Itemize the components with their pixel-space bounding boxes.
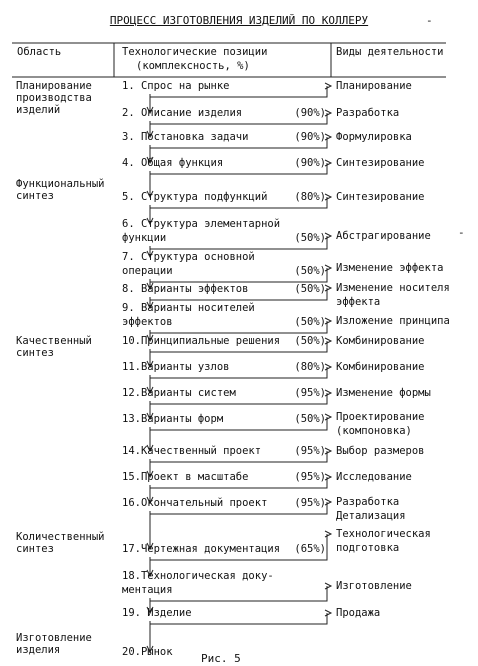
activity-label: Проектирование xyxy=(336,411,425,423)
step-label: 7. Структура основной xyxy=(122,251,255,263)
step-complexity: (95%) xyxy=(294,497,326,509)
column-header-positions: Технологические позиции xyxy=(122,46,268,58)
activity-label: Изготовление xyxy=(336,580,412,592)
column-header-area: Область xyxy=(17,46,62,58)
area-label: производства xyxy=(16,92,92,104)
activity-label: Изменение носителя xyxy=(336,282,450,294)
activity-label: Изменение эффекта xyxy=(336,262,444,274)
step-complexity: (50%) xyxy=(294,316,326,328)
step-complexity: (95%) xyxy=(294,471,326,483)
step-label: операции xyxy=(122,265,173,277)
page-title: ПРОЦЕСС ИЗГОТОВЛЕНИЯ ИЗДЕЛИЙ ПО КОЛЛЕРУ xyxy=(109,14,369,27)
area-label: Изготовление xyxy=(16,632,92,644)
step-complexity: (90%) xyxy=(294,107,326,119)
step-label: 4. Общая функция xyxy=(122,157,224,169)
column-header-activities: Виды деятельности xyxy=(336,46,444,58)
activity-link xyxy=(150,586,327,601)
step-label: 14.Качественный проект xyxy=(122,445,262,457)
step-label: 17.Чертежная документация xyxy=(122,543,281,555)
step-complexity: (50%) xyxy=(294,335,326,347)
activity-label: Комбинирование xyxy=(336,335,425,347)
step-label: 1. Спрос на рынке xyxy=(122,80,230,92)
area-label: синтез xyxy=(16,347,54,359)
step-label: 15.Проект в масштабе xyxy=(122,471,249,483)
activity-label: Исследование xyxy=(336,471,412,483)
step-label: 16.Окончательный проект xyxy=(122,497,268,509)
activity-link-head xyxy=(325,583,331,589)
activity-label: подготовка xyxy=(336,542,400,554)
step-complexity: (65%) xyxy=(294,543,326,555)
area-label: изделия xyxy=(16,644,61,656)
activity-label: Изменение формы xyxy=(336,387,431,399)
step-label: 3. Постановка задачи xyxy=(122,131,249,143)
area-label: изделий xyxy=(16,104,61,116)
step-label: 5. Структура подфункций xyxy=(122,191,268,203)
activity-label: Формулировка xyxy=(336,131,412,143)
activity-label: Технологическая xyxy=(336,528,431,540)
activity-label: Планирование xyxy=(336,80,412,92)
activity-label: (компоновка) xyxy=(336,425,412,437)
step-label: 9. Варианты носителей xyxy=(122,302,255,314)
step-complexity: (90%) xyxy=(294,157,326,169)
step-label: ментация xyxy=(122,584,173,596)
step-label: 19. Изделие xyxy=(122,607,192,619)
margin-mark: - xyxy=(426,14,433,27)
step-label: 13.Варианты форм xyxy=(122,413,224,425)
figure-caption: Рис. 5 xyxy=(201,652,241,665)
step-label: 6. Структура элементарной xyxy=(122,218,281,230)
activity-label: Разработка xyxy=(336,107,400,119)
activity-label: Комбинирование xyxy=(336,361,425,373)
activity-label: Изложение принципа xyxy=(336,315,450,327)
area-label: Функциональный xyxy=(16,178,105,190)
step-label: 8. Варианты эффектов xyxy=(122,283,249,295)
activity-label: Синтезирование xyxy=(336,191,425,203)
step-complexity: (50%) xyxy=(294,232,326,244)
step-complexity: (80%) xyxy=(294,361,326,373)
area-label: Количественный xyxy=(16,531,105,543)
area-label: Качественный xyxy=(16,335,92,347)
activity-link-head xyxy=(325,83,331,89)
step-label: 20.Рынок xyxy=(122,646,173,658)
column-header-positions-subtitle: (комплексность, %) xyxy=(136,60,250,72)
activity-label: Разработка xyxy=(336,496,400,508)
step-label: 12.Варианты систем xyxy=(122,387,236,399)
activity-link-head xyxy=(325,531,331,537)
step-complexity: (50%) xyxy=(294,265,326,277)
step-label: эффектов xyxy=(122,316,173,328)
activity-label: Синтезирование xyxy=(336,157,425,169)
activity-label: Выбор размеров xyxy=(336,445,425,457)
step-label: функции xyxy=(122,232,167,244)
area-label: синтез xyxy=(16,190,54,202)
step-label: 18.Технологическая доку- xyxy=(122,570,274,582)
step-complexity: (80%) xyxy=(294,191,326,203)
area-label: синтез xyxy=(16,543,54,555)
margin-mark: - xyxy=(458,226,465,239)
step-label: 11.Варианты узлов xyxy=(122,361,230,373)
step-complexity: (90%) xyxy=(294,131,326,143)
activity-label: Абстрагирование xyxy=(336,230,431,242)
step-complexity: (50%) xyxy=(294,413,326,425)
step-complexity: (50%) xyxy=(294,283,326,295)
step-complexity: (95%) xyxy=(294,387,326,399)
activity-link-head xyxy=(325,610,331,616)
step-complexity: (95%) xyxy=(294,445,326,457)
step-label: 2. Описание изделия xyxy=(122,107,243,119)
activity-label: Продажа xyxy=(336,607,381,619)
activity-label: эффекта xyxy=(336,296,381,308)
area-label: Планирование xyxy=(16,80,92,92)
activity-label: Детализация xyxy=(336,510,406,522)
step-label: 10.Принципиальные решения xyxy=(122,335,281,347)
